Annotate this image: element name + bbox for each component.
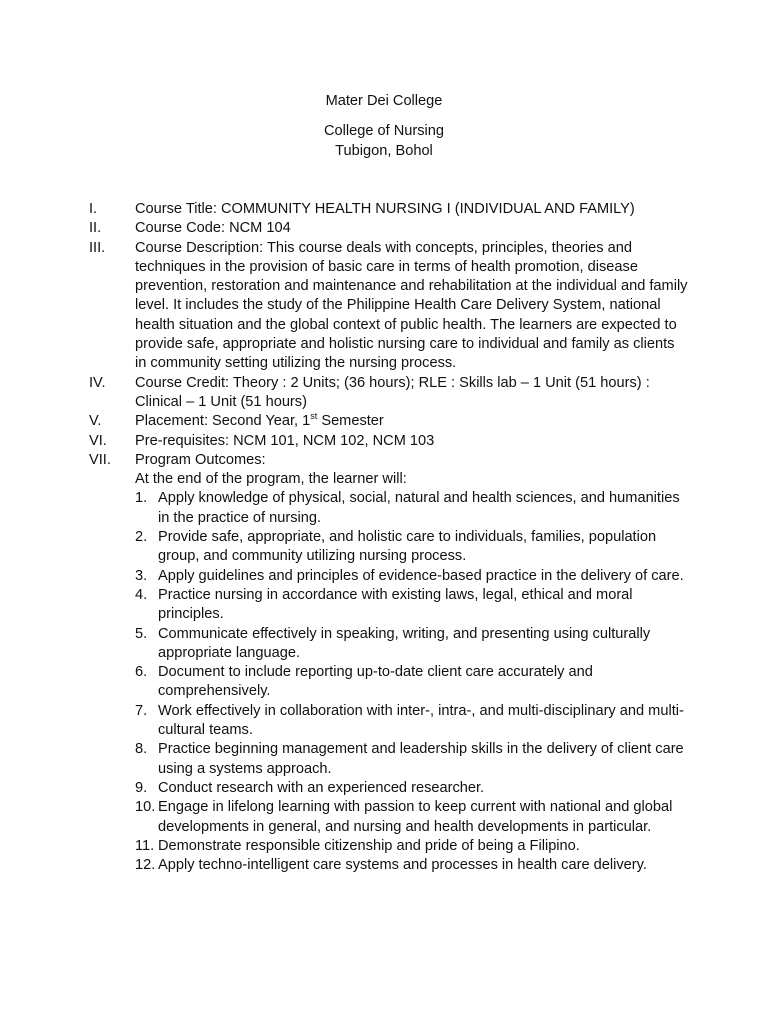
outcomes-intro: At the end of the program, the learner will: [135,471,407,488]
list-item-number: 11. [135,837,155,854]
list-item-number: 10. [135,799,156,816]
ordinal-suffix: st [310,411,318,422]
syllabus-sections [89,200,689,875]
list-item [135,625,689,664]
list-item-number: 4. [135,586,148,603]
list-item-number: 2. [135,529,148,546]
list-item [135,567,689,586]
list-item [135,856,689,875]
list-item-number: 5. [135,625,148,642]
section-number: VI. [89,432,107,449]
section-number: V. [89,413,102,430]
list-item-text: Demonstrate responsible citizenship and pride of being a Filipino. [158,837,580,854]
list-item-text: Work effectively in collaboration with inter-, intra-, and multi-disciplinary and multi-cultural teams. [158,702,684,739]
section-number: VII. [89,451,111,468]
list-item [135,489,689,528]
section-course-title [89,200,689,219]
list-item-number: 1. [135,490,148,507]
list-item [135,798,689,837]
list-item-text: Apply techno-intelligent care systems and processes in health care delivery. [158,857,647,874]
placement-text-end: Semester [317,413,384,430]
placement-text: Placement: Second Year, 1 [135,413,311,430]
list-item-number: 7. [135,702,148,719]
section-text: Course Credit: Theory : 2 Units; (36 hours); RLE : Skills lab – 1 Unit (51 hours) : Clinical – 1 Unit (51 hours) [135,374,650,410]
list-item-text: Provide safe, appropriate, and holistic care to individuals, families, population group, and community utilizing nursing process. [158,529,657,565]
section-program-outcomes [89,451,689,876]
section-number: II. [89,220,102,237]
section-course-credit [89,374,689,413]
department-name: College of Nursing [323,123,445,139]
list-item-number: 3. [135,567,148,584]
section-text [135,412,689,431]
program-outcomes-body [135,451,689,876]
list-item [135,586,689,625]
list-item-text: Communicate effectively in speaking, writing, and presenting using culturally appropriate language. [158,625,651,661]
list-item-text: Document to include reporting up-to-date client care accurately and comprehensively. [158,664,593,700]
section-number: III. [89,239,106,256]
section-text: Course Title: COMMUNITY HEALTH NURSING I (INDIVIDUAL AND FAMILY) [135,201,635,217]
list-item [135,528,689,567]
section-text: Program Outcomes: [135,451,266,468]
section-prerequisites [89,432,689,451]
list-item-text: Practice nursing in accordance with existing laws, legal, ethical and moral principles. [158,586,633,623]
list-item-text: Conduct research with an experienced researcher. [158,779,485,796]
list-item-text: Apply guidelines and principles of evidence-based practice in the delivery of care. [158,567,684,584]
section-course-code [89,219,689,238]
list-item-number: 9. [135,779,148,796]
section-placement [89,412,689,431]
list-item-number: 6. [135,664,148,681]
college-location: Tubigon, Bohol [335,143,433,159]
section-text: Course Description: This course deals with concepts, principles, theories and techniques in the provision of basic care in terms of health promotion, disease prevention, restoration and maintenance and rehabilitation at the individual and family level. It includes the study of the Philippine Health Care Delivery System, national health situation and the global context of public health. The learners are expected to provide safe, appropriate and holistic nursing care to individual and family as clients in community setting utilizing the nursing process. [135,239,688,372]
outcomes-list [135,489,689,875]
section-text: Course Code: NCM 104 [135,220,291,237]
college-name: Mater Dei College [325,93,443,109]
section-number: IV. [89,374,106,391]
list-item-text: Apply knowledge of physical, social, natural and health sciences, and humanities in the practice of nursing. [158,490,680,526]
list-item [135,702,689,741]
list-item [135,779,689,798]
list-item [135,837,689,856]
section-number: I. [89,201,98,217]
list-item-number: 8. [135,741,148,758]
list-item [135,663,689,702]
list-item [135,740,689,779]
section-text: Pre-requisites: NCM 101, NCM 102, NCM 103 [135,432,435,449]
list-item-text: Practice beginning management and leadership skills in the delivery of client care using a systems approach. [158,741,684,777]
list-item-number: 12. [135,857,156,874]
section-course-description [89,239,689,374]
list-item-text: Engage in lifelong learning with passion to keep current with national and global developments in general, and nursing and health developments in particular. [158,799,673,835]
